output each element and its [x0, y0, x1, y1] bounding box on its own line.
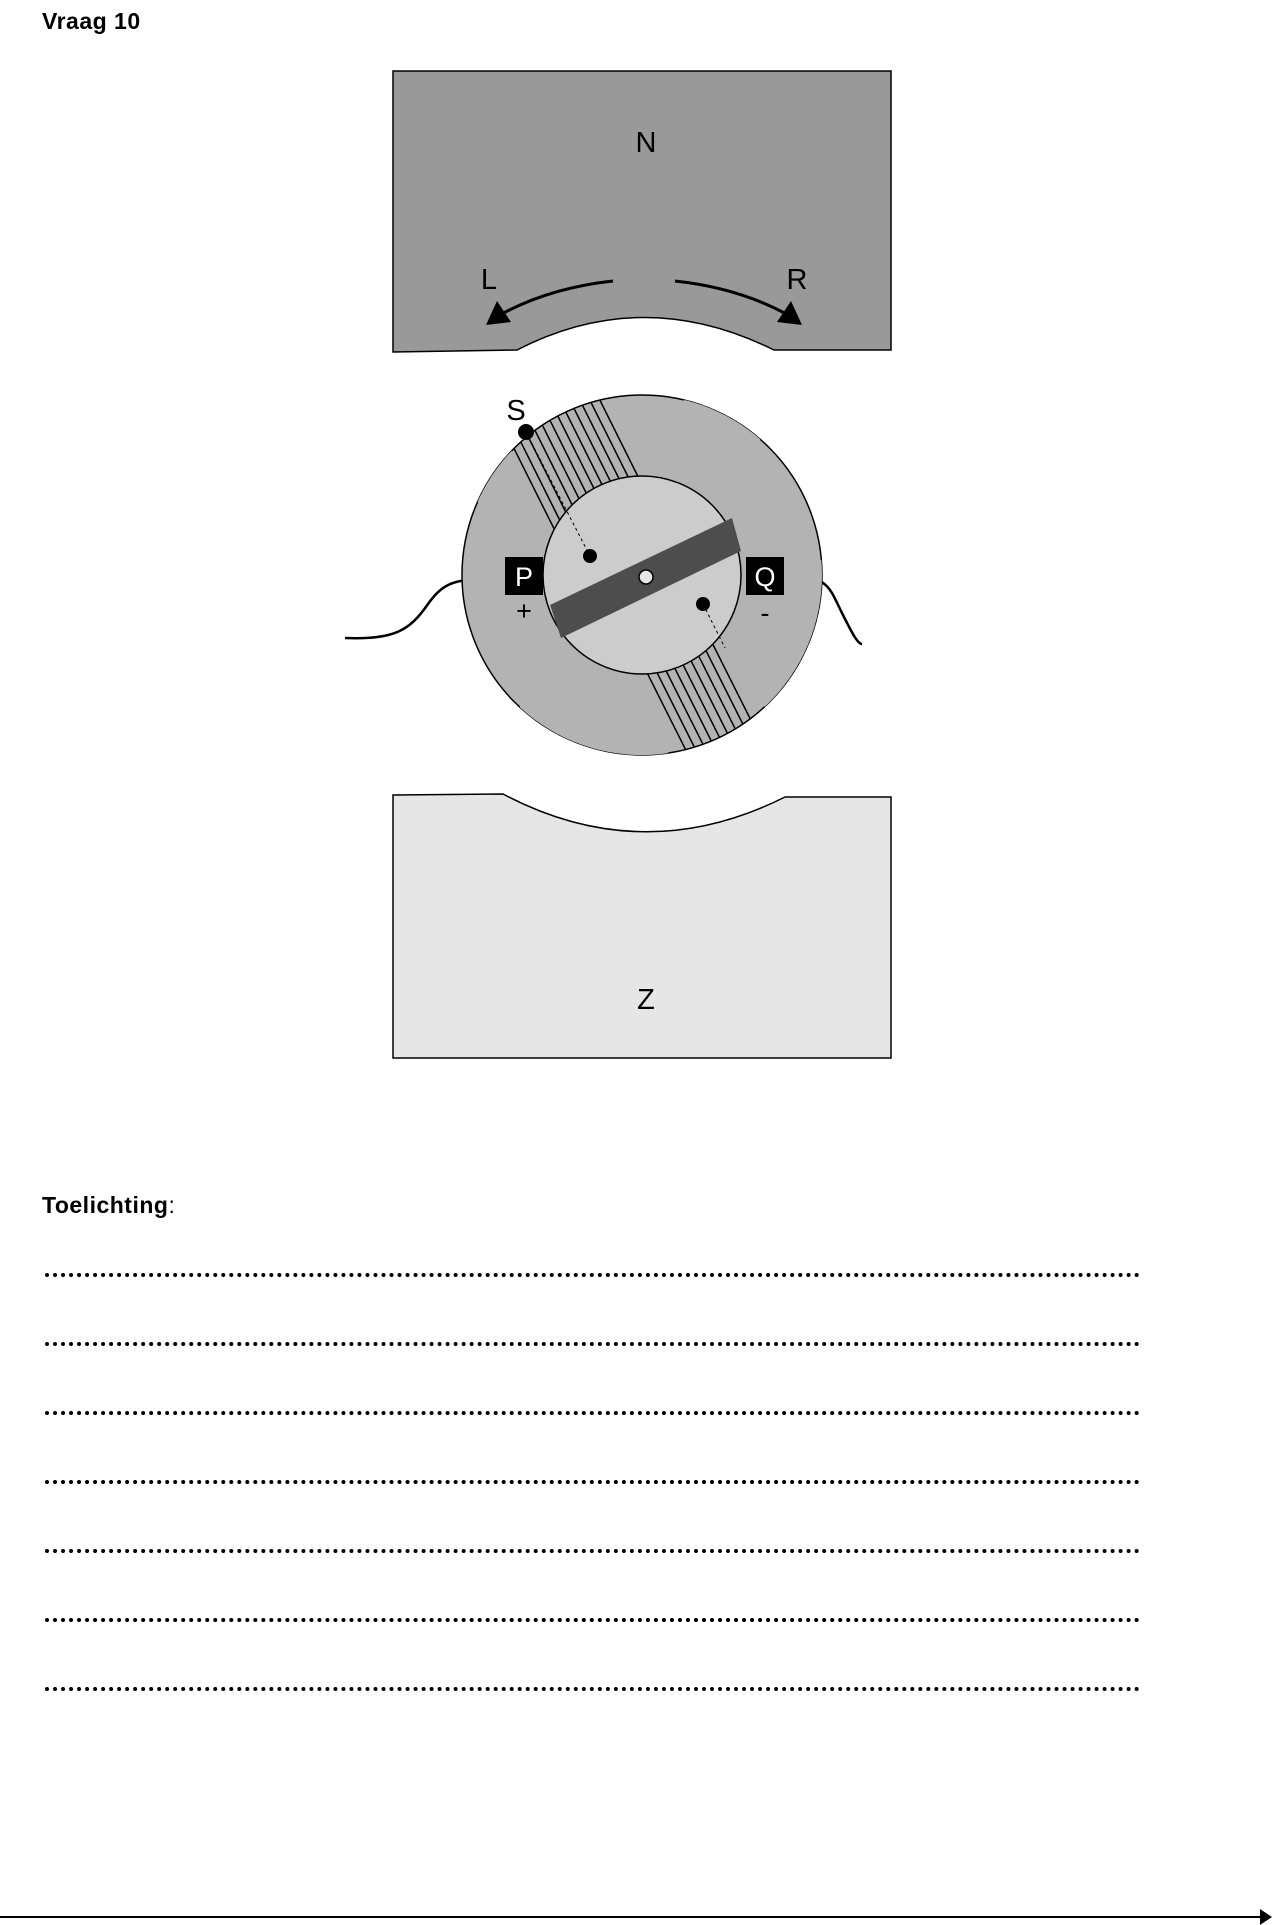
answer-line[interactable]: [45, 1546, 1140, 1553]
answer-lines: [45, 1270, 1140, 1753]
upper-contact-dot: [583, 549, 597, 563]
north-pole-label: N: [635, 127, 657, 159]
explanation-heading-text: Toelichting: [42, 1192, 169, 1218]
next-page-arrow-icon: [1260, 1909, 1272, 1925]
answer-line[interactable]: [45, 1408, 1140, 1415]
south-pole-label: Z: [637, 984, 655, 1016]
terminal-p-polarity: +: [516, 596, 532, 626]
terminal-q-polarity: -: [760, 598, 770, 628]
rotor-axle: [639, 570, 653, 584]
right-arrow-label: R: [786, 264, 808, 296]
south-pole-block: [393, 794, 891, 1058]
lower-contact-dot: [696, 597, 710, 611]
left-arrow-label: L: [480, 264, 498, 296]
coil-point-label: S: [506, 395, 526, 427]
answer-line[interactable]: [45, 1339, 1140, 1346]
question-title: Vraag 10: [42, 8, 141, 34]
explanation-heading: [42, 1192, 175, 1219]
answer-line[interactable]: [45, 1615, 1140, 1622]
answer-line[interactable]: [45, 1684, 1140, 1691]
terminal-p-label: P: [514, 562, 534, 592]
answer-line[interactable]: [45, 1270, 1140, 1277]
footer-rule: [0, 1916, 1268, 1918]
terminal-q-label: Q: [754, 562, 776, 592]
answer-line[interactable]: [45, 1477, 1140, 1484]
north-pole-block: [393, 71, 891, 352]
explanation-heading-colon: :: [168, 1192, 176, 1218]
